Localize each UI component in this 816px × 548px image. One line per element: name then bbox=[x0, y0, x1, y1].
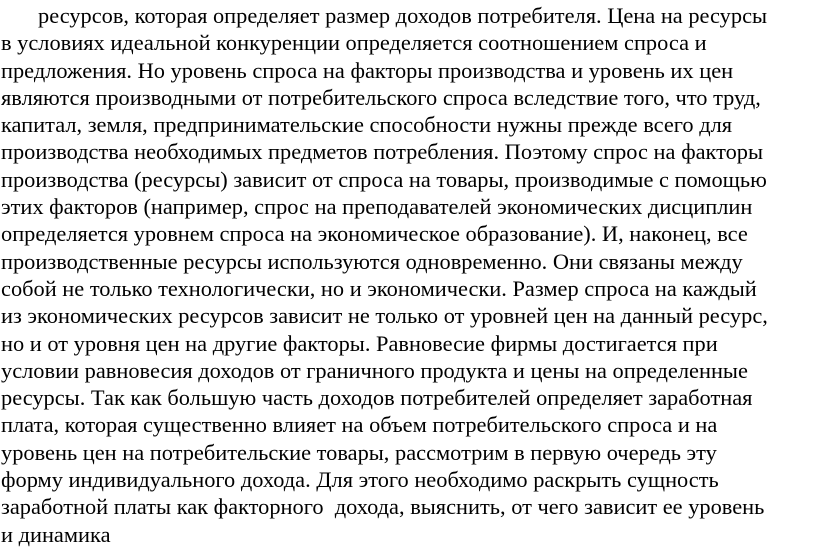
text-line: и динамика bbox=[1, 521, 111, 547]
text-line: собой не только технологически, но и экономически. Размер спроса на каждый bbox=[1, 275, 757, 301]
text-line: производства (ресурсы) зависит от спроса на товары, производимые с помощью bbox=[1, 166, 767, 192]
text-line: плата, которая существенно влияет на объем потребительского спроса и на bbox=[1, 412, 718, 438]
body-paragraph bbox=[1, 2, 813, 548]
text-line: определяется уровнем спроса на экономическое образование). И, наконец, все bbox=[1, 221, 748, 247]
text-line: предложения. Но уровень спроса на факторы производства и уровень их цен bbox=[1, 57, 734, 83]
text-line: производства необходимых предметов потребления. Поэтому спрос на факторы bbox=[1, 139, 764, 165]
text-line: являются производными от потребительского спроса вследствие того, что труд, bbox=[1, 84, 761, 110]
text-line: форму индивидуального дохода. Для этого необходимо раскрыть сущность bbox=[1, 467, 719, 493]
text-line: заработной платы как факторного дохода, выяснить, от чего зависит ее уровень bbox=[1, 494, 765, 520]
text-line: из экономических ресурсов зависит не только от уровней цен на данный ресурс, bbox=[1, 303, 768, 329]
text-line: ресурсы. Так как большую часть доходов потребителей определяет заработная bbox=[1, 385, 753, 411]
text-line: производственные ресурсы используются одновременно. Они связаны между bbox=[1, 248, 743, 274]
text-line: уровень цен на потребительские товары, рассмотрим в первую очередь эту bbox=[1, 439, 717, 465]
text-line: капитал, земля, предпринимательские способности нужны прежде всего для bbox=[1, 112, 733, 138]
text-line: условии равновесия доходов от граничного продукта и цены на определенные bbox=[1, 357, 748, 383]
text-line: ресурсов, которая определяет размер доходов потребителя. Цена на ресурсы bbox=[38, 3, 768, 28]
text-line: но и от уровня цен на другие факторы. Равновесие фирмы достигается при bbox=[1, 330, 718, 356]
text-line: в условиях идеальной конкуренции определяется соотношением спроса и bbox=[1, 30, 707, 56]
text-line: этих факторов (например, спрос на преподавателей экономических дисциплин bbox=[1, 194, 753, 220]
